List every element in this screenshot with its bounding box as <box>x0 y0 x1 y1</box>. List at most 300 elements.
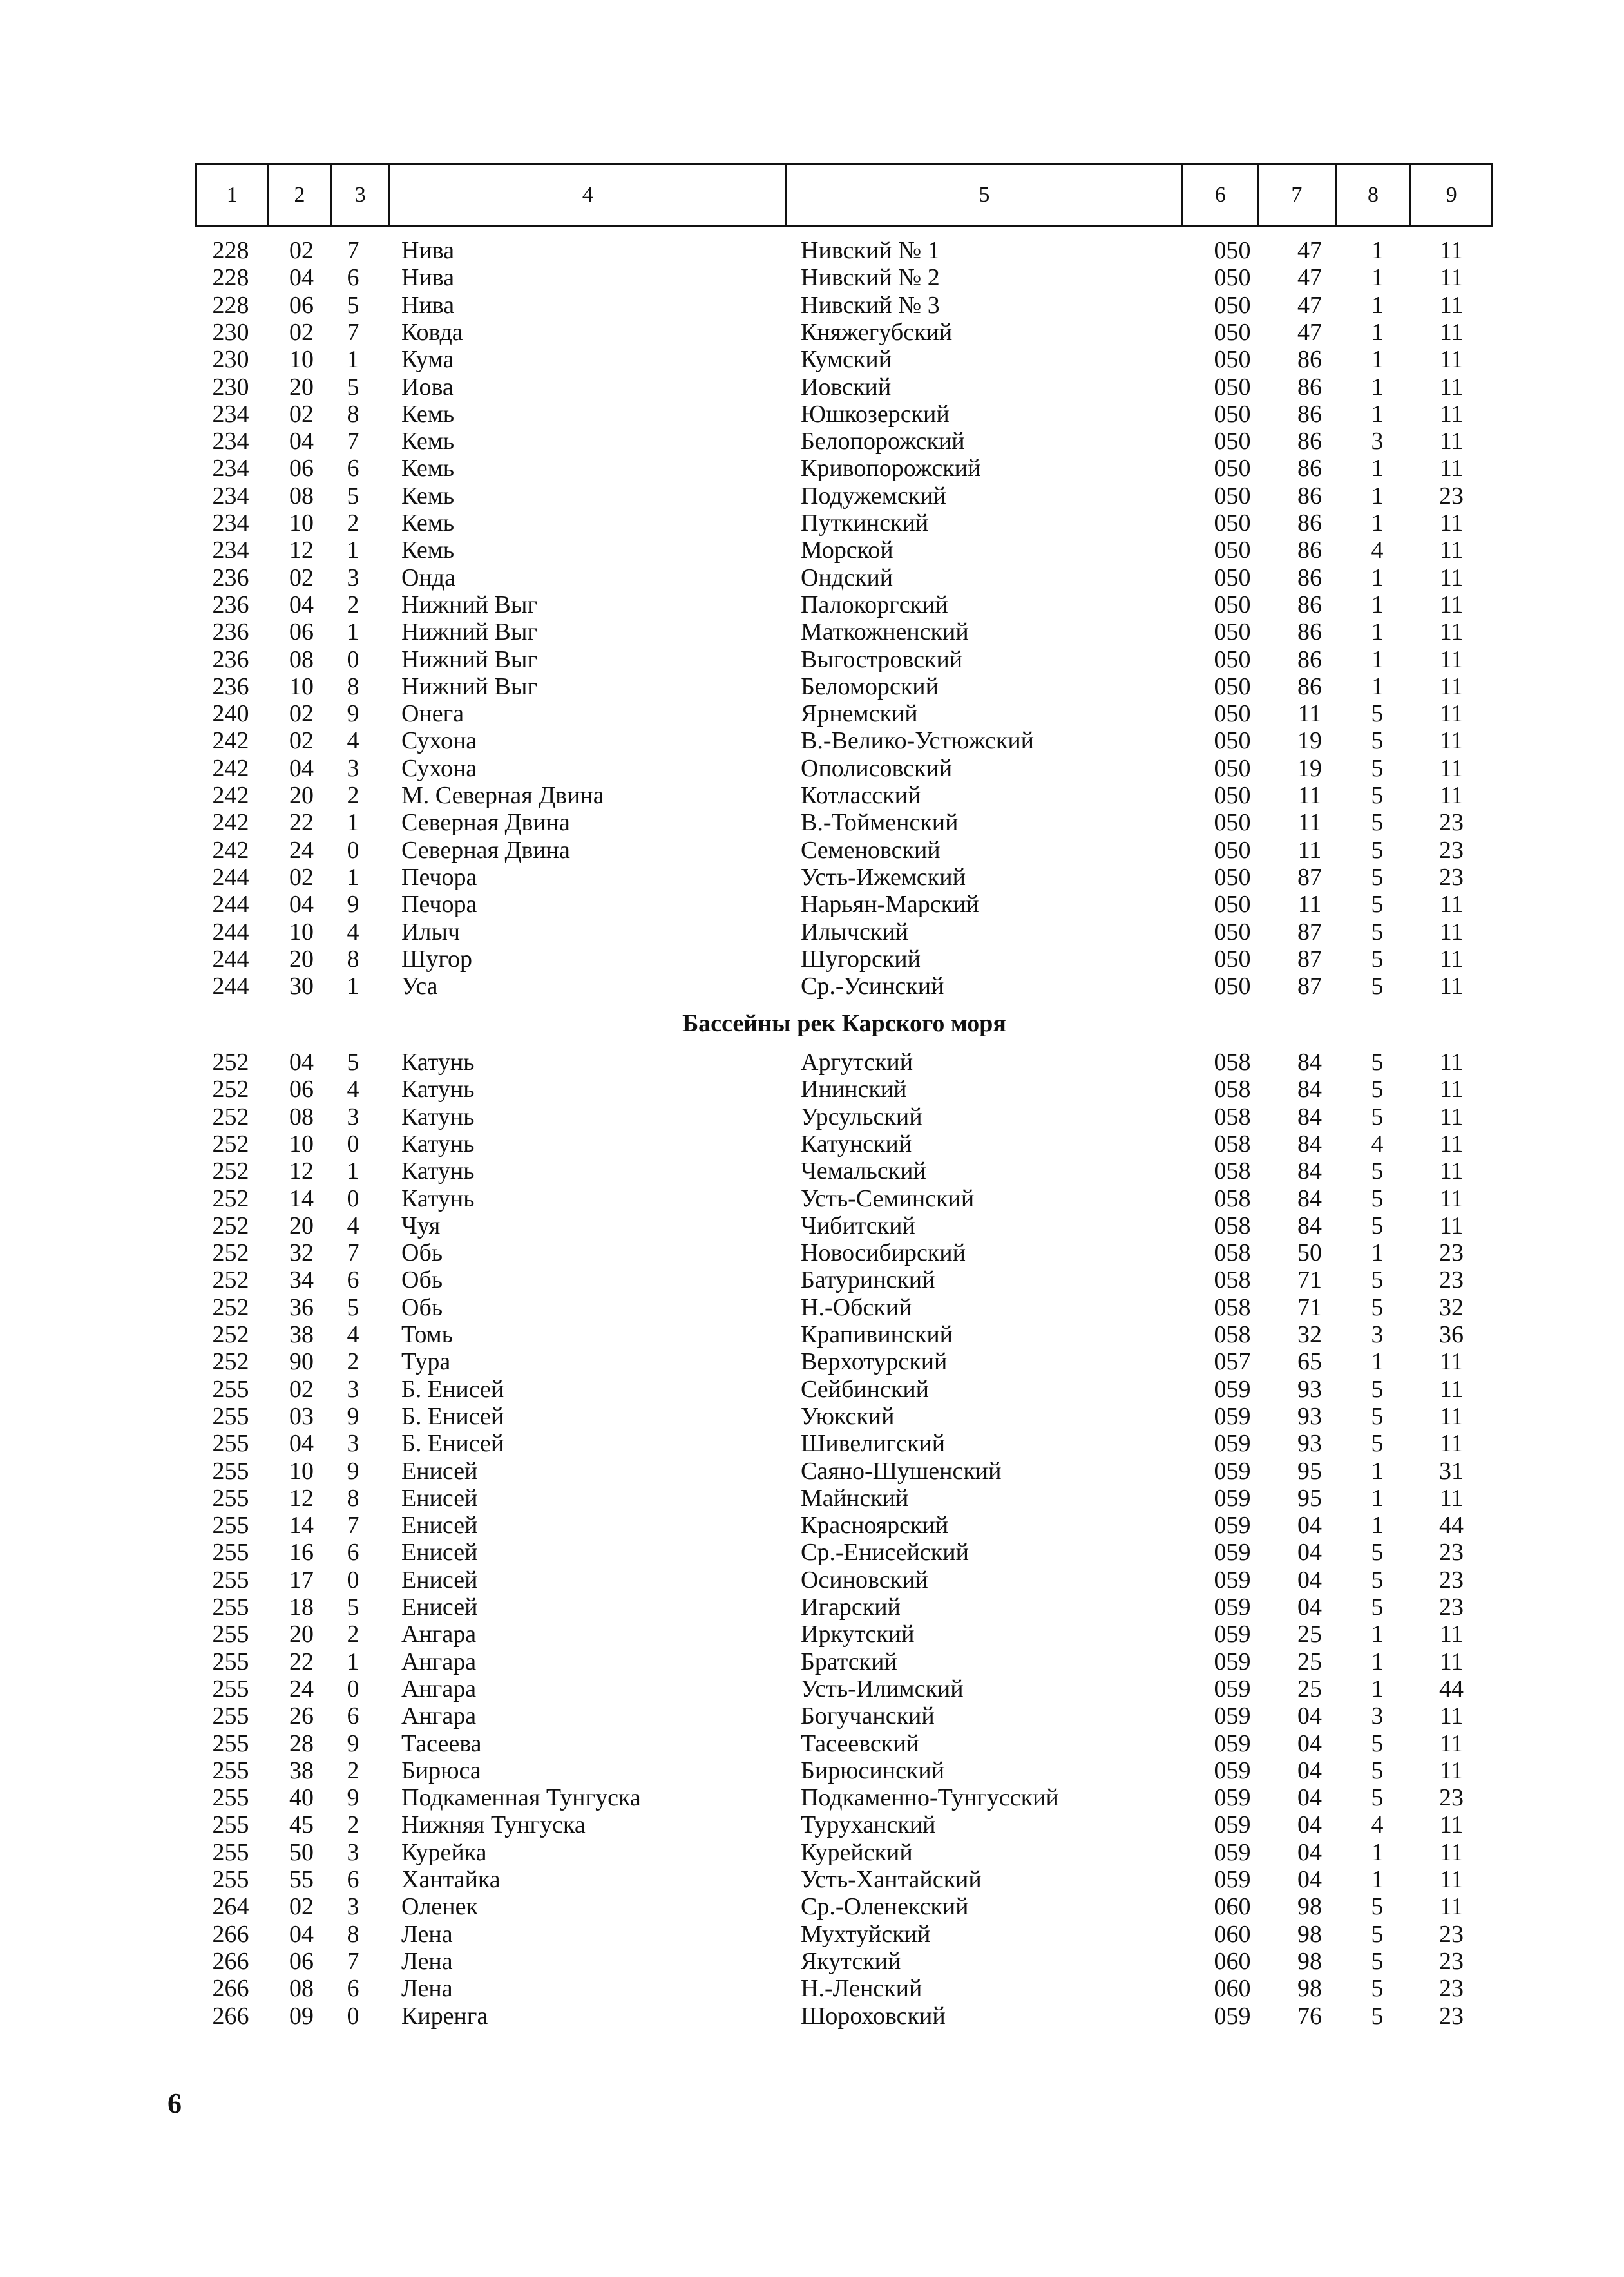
cell-col-5: Ср.-Оленекский <box>801 1893 969 1921</box>
cell-col-3: 9 <box>347 1457 359 1485</box>
cell-col-9: 11 <box>1439 1103 1464 1130</box>
cell-col-8: 1 <box>1371 1648 1384 1675</box>
cell-col-4: Томь <box>401 1321 454 1348</box>
cell-col-7: 84 <box>1297 1185 1322 1212</box>
cell-col-2: 06 <box>289 291 314 319</box>
cell-col-3: 8 <box>347 945 359 973</box>
cell-col-6: 050 <box>1214 727 1251 755</box>
cell-col-5: Усть-Семинский <box>801 1185 975 1212</box>
cell-col-5: В.-Тойменский <box>801 809 959 837</box>
cell-col-1: 252 <box>212 1103 249 1130</box>
cell-col-1: 255 <box>212 1784 249 1812</box>
cell-col-1: 244 <box>212 918 249 946</box>
cell-col-1: 242 <box>212 809 249 837</box>
cell-col-3: 0 <box>347 2002 359 2030</box>
table-row <box>195 1321 1493 1348</box>
table-row <box>195 1893 1493 1920</box>
cell-col-1: 266 <box>212 2002 249 2030</box>
cell-col-7: 04 <box>1297 1729 1322 1757</box>
cell-col-5: Туруханский <box>801 1811 936 1839</box>
table-row <box>195 346 1493 373</box>
cell-col-8: 5 <box>1371 1103 1384 1130</box>
cell-col-5: Белопорожский <box>801 428 965 455</box>
table-row <box>195 1294 1493 1321</box>
cell-col-8: 1 <box>1371 291 1384 319</box>
table-row <box>195 1103 1493 1130</box>
table-row <box>195 564 1493 591</box>
cell-col-5: Урсульский <box>801 1103 922 1130</box>
cell-col-2: 02 <box>289 863 314 891</box>
table-row <box>195 1266 1493 1293</box>
cell-col-6: 059 <box>1214 1675 1251 1702</box>
cell-col-5: Юшкозерский <box>801 400 950 428</box>
cell-col-4: Лена <box>401 1975 453 2003</box>
cell-col-3: 6 <box>347 455 359 482</box>
cell-col-4: Северная Двина <box>401 809 570 837</box>
cell-col-3: 6 <box>347 1866 359 1893</box>
cell-col-2: 12 <box>289 537 314 564</box>
cell-col-7: 11 <box>1297 700 1322 728</box>
table-row <box>195 1239 1493 1266</box>
cell-col-6: 058 <box>1214 1212 1251 1239</box>
cell-col-7: 98 <box>1297 1975 1322 2003</box>
cell-col-1: 234 <box>212 537 249 564</box>
cell-col-2: 17 <box>289 1566 314 1594</box>
cell-col-4: Тура <box>401 1348 451 1376</box>
cell-col-1: 255 <box>212 1811 249 1839</box>
cell-col-5: Тасеевский <box>801 1729 919 1757</box>
cell-col-7: 50 <box>1297 1239 1322 1267</box>
cell-col-2: 16 <box>289 1539 314 1567</box>
page-number: 6 <box>167 2088 182 2119</box>
cell-col-9: 44 <box>1439 1512 1464 1539</box>
cell-col-7: 86 <box>1297 510 1322 537</box>
cell-col-9: 23 <box>1439 1566 1464 1594</box>
cell-col-3: 2 <box>347 510 359 537</box>
cell-col-3: 3 <box>347 1893 359 1921</box>
cell-col-1: 230 <box>212 373 249 401</box>
cell-col-7: 86 <box>1297 591 1322 618</box>
cell-col-4: Ковда <box>401 318 463 346</box>
cell-col-6: 050 <box>1214 672 1251 700</box>
cell-col-5: Батуринский <box>801 1266 935 1294</box>
cell-col-3: 7 <box>347 1239 359 1267</box>
header-cell-6: 6 <box>1183 165 1259 225</box>
cell-col-1: 255 <box>212 1621 249 1648</box>
cell-col-3: 2 <box>347 1621 359 1648</box>
table-row <box>195 1348 1493 1375</box>
cell-col-1: 244 <box>212 891 249 919</box>
cell-col-6: 050 <box>1214 782 1251 809</box>
cell-col-6: 050 <box>1214 754 1251 782</box>
cell-col-1: 244 <box>212 945 249 973</box>
cell-col-7: 04 <box>1297 1866 1322 1893</box>
cell-col-9: 11 <box>1439 318 1464 346</box>
table-row <box>195 1621 1493 1648</box>
table-row <box>195 237 1493 264</box>
cell-col-8: 5 <box>1371 1293 1384 1321</box>
cell-col-5: Сейбинский <box>801 1375 930 1403</box>
cell-col-1: 255 <box>212 1402 249 1430</box>
table-row <box>195 1485 1493 1512</box>
cell-col-3: 1 <box>347 863 359 891</box>
cell-col-6: 050 <box>1214 510 1251 537</box>
cell-col-8: 3 <box>1371 428 1384 455</box>
cell-col-4: Обь <box>401 1239 443 1267</box>
cell-col-1: 255 <box>212 1866 249 1893</box>
table-row <box>195 292 1493 319</box>
table-row <box>195 700 1493 727</box>
cell-col-9: 23 <box>1439 2002 1464 2030</box>
header-cell-4: 4 <box>390 165 787 225</box>
cell-col-1: 244 <box>212 973 249 1000</box>
cell-col-5: Беломорский <box>801 672 939 700</box>
cell-col-1: 234 <box>212 400 249 428</box>
cell-col-6: 059 <box>1214 1811 1251 1839</box>
cell-col-6: 060 <box>1214 1920 1251 1948</box>
cell-col-1: 252 <box>212 1212 249 1239</box>
cell-col-7: 84 <box>1297 1049 1322 1076</box>
cell-col-4: Сухона <box>401 754 477 782</box>
cell-col-8: 5 <box>1371 1375 1384 1403</box>
cell-col-3: 3 <box>347 754 359 782</box>
cell-col-8: 1 <box>1371 1512 1384 1539</box>
cell-col-9: 11 <box>1439 1702 1464 1730</box>
cell-col-6: 058 <box>1214 1266 1251 1294</box>
cell-col-4: Печора <box>401 891 477 919</box>
cell-col-7: 86 <box>1297 428 1322 455</box>
cell-col-6: 059 <box>1214 1866 1251 1893</box>
cell-col-6: 058 <box>1214 1076 1251 1103</box>
cell-col-2: 10 <box>289 918 314 946</box>
cell-col-8: 5 <box>1371 1212 1384 1239</box>
cell-col-6: 059 <box>1214 1784 1251 1812</box>
cell-col-3: 9 <box>347 1729 359 1757</box>
cell-col-4: Онега <box>401 700 464 728</box>
cell-col-6: 059 <box>1214 1838 1251 1866</box>
cell-col-9: 23 <box>1439 1266 1464 1294</box>
cell-col-6: 050 <box>1214 863 1251 891</box>
table-row <box>195 374 1493 401</box>
cell-col-5: Майнский <box>801 1484 909 1512</box>
table-row <box>195 264 1493 291</box>
cell-col-3: 0 <box>347 1566 359 1594</box>
cell-col-4: Кемь <box>401 537 455 564</box>
cell-col-9: 11 <box>1439 1648 1464 1675</box>
cell-col-9: 11 <box>1439 346 1464 374</box>
table-row <box>195 1403 1493 1430</box>
cell-col-4: Ангара <box>401 1621 477 1648</box>
cell-col-9: 31 <box>1439 1457 1464 1485</box>
cell-col-6: 050 <box>1214 537 1251 564</box>
cell-col-9: 11 <box>1439 754 1464 782</box>
table-row <box>195 1594 1493 1621</box>
cell-col-3: 5 <box>347 373 359 401</box>
cell-col-5: Иовский <box>801 373 892 401</box>
cell-col-5: Ининский <box>801 1076 907 1103</box>
cell-col-7: 95 <box>1297 1457 1322 1485</box>
cell-col-7: 84 <box>1297 1212 1322 1239</box>
cell-col-3: 7 <box>347 1512 359 1539</box>
cell-col-7: 65 <box>1297 1348 1322 1376</box>
cell-col-7: 86 <box>1297 482 1322 510</box>
cell-col-3: 2 <box>347 1811 359 1839</box>
cell-col-5: Новосибирский <box>801 1239 966 1267</box>
cell-col-8: 1 <box>1371 1621 1384 1648</box>
cell-col-9: 11 <box>1439 945 1464 973</box>
cell-col-1: 236 <box>212 591 249 618</box>
cell-col-3: 2 <box>347 591 359 618</box>
cell-col-3: 1 <box>347 346 359 374</box>
cell-col-3: 6 <box>347 1266 359 1294</box>
cell-col-6: 060 <box>1214 1975 1251 2003</box>
cell-col-8: 5 <box>1371 1185 1384 1212</box>
cell-col-2: 14 <box>289 1512 314 1539</box>
cell-col-8: 5 <box>1371 863 1384 891</box>
cell-col-2: 08 <box>289 1975 314 2003</box>
cell-col-6: 059 <box>1214 1402 1251 1430</box>
cell-col-7: 04 <box>1297 1811 1322 1839</box>
cell-col-2: 24 <box>289 1675 314 1702</box>
cell-col-7: 25 <box>1297 1621 1322 1648</box>
cell-col-3: 6 <box>347 1975 359 2003</box>
table-row <box>195 864 1493 891</box>
cell-col-5: Чибитский <box>801 1212 915 1239</box>
cell-col-5: Верхотурский <box>801 1348 948 1376</box>
cell-col-6: 058 <box>1214 1185 1251 1212</box>
cell-col-7: 86 <box>1297 537 1322 564</box>
cell-col-7: 04 <box>1297 1757 1322 1784</box>
cell-col-8: 5 <box>1371 1430 1384 1458</box>
cell-col-3: 6 <box>347 1539 359 1567</box>
cell-col-8: 1 <box>1371 1348 1384 1376</box>
cell-col-3: 8 <box>347 1920 359 1948</box>
cell-col-4: Катунь <box>401 1158 475 1185</box>
cell-col-9: 11 <box>1439 918 1464 946</box>
cell-col-5: Ярнемский <box>801 700 918 728</box>
cell-col-6: 050 <box>1214 836 1251 864</box>
cell-col-7: 86 <box>1297 564 1322 591</box>
cell-col-1: 252 <box>212 1321 249 1348</box>
cell-col-3: 1 <box>347 1158 359 1185</box>
header-cell-8: 8 <box>1337 165 1412 225</box>
cell-col-6: 050 <box>1214 918 1251 946</box>
cell-col-7: 84 <box>1297 1103 1322 1130</box>
cell-col-2: 18 <box>289 1594 314 1621</box>
section-title: Бассейны рек Карского моря <box>682 1010 1006 1037</box>
table-row <box>195 727 1493 754</box>
cell-col-8: 1 <box>1371 1457 1384 1485</box>
cell-col-2: 08 <box>289 645 314 673</box>
cell-col-1: 255 <box>212 1757 249 1784</box>
cell-col-5: Саяно-Шушенский <box>801 1457 1002 1485</box>
header-cell-9: 9 <box>1446 183 1457 207</box>
cell-col-6: 050 <box>1214 455 1251 482</box>
cell-col-9: 11 <box>1439 700 1464 728</box>
cell-col-1: 255 <box>212 1675 249 1702</box>
table-row <box>195 1757 1493 1784</box>
cell-col-1: 255 <box>212 1729 249 1757</box>
cell-col-5: Ср.-Усинский <box>801 973 944 1000</box>
table-row <box>195 2003 1493 2030</box>
cell-col-1: 252 <box>212 1348 249 1376</box>
cell-col-8: 5 <box>1371 1594 1384 1621</box>
cell-col-5: Чемальский <box>801 1158 926 1185</box>
cell-col-6: 050 <box>1214 318 1251 346</box>
table-header <box>195 163 1493 227</box>
cell-col-4: Сухона <box>401 727 477 755</box>
cell-col-4: Енисей <box>401 1566 478 1594</box>
cell-col-8: 4 <box>1371 1130 1384 1158</box>
cell-col-3: 9 <box>347 1402 359 1430</box>
cell-col-1: 252 <box>212 1185 249 1212</box>
cell-col-7: 19 <box>1297 727 1322 755</box>
cell-col-5: Иркутский <box>801 1621 915 1648</box>
cell-col-3: 4 <box>347 1076 359 1103</box>
table-row <box>195 1212 1493 1239</box>
cell-col-2: 24 <box>289 836 314 864</box>
cell-col-3: 0 <box>347 645 359 673</box>
cell-col-2: 45 <box>289 1811 314 1839</box>
cell-col-3: 7 <box>347 237 359 264</box>
cell-col-1: 236 <box>212 645 249 673</box>
cell-col-1: 230 <box>212 346 249 374</box>
cell-col-6: 050 <box>1214 645 1251 673</box>
cell-col-7: 87 <box>1297 918 1322 946</box>
cell-col-5: Маткожненский <box>801 618 969 646</box>
table-row <box>195 782 1493 809</box>
cell-col-3: 0 <box>347 1675 359 1702</box>
cell-col-3: 5 <box>347 1049 359 1076</box>
cell-col-2: 26 <box>289 1702 314 1730</box>
cell-col-1: 244 <box>212 863 249 891</box>
table-row <box>195 1430 1493 1457</box>
header-cell-7: 7 <box>1259 165 1337 225</box>
cell-col-5: Игарский <box>801 1594 901 1621</box>
cell-col-5: Ополисовский <box>801 754 953 782</box>
cell-col-3: 1 <box>347 973 359 1000</box>
cell-col-7: 86 <box>1297 618 1322 646</box>
cell-col-9: 11 <box>1439 373 1464 401</box>
cell-col-3: 1 <box>347 809 359 837</box>
header-cell-5: 5 <box>787 165 1183 225</box>
cell-col-6: 050 <box>1214 482 1251 510</box>
cell-col-8: 5 <box>1371 918 1384 946</box>
cell-col-4: Кемь <box>401 482 455 510</box>
cell-col-8: 1 <box>1371 400 1384 428</box>
cell-col-1: 255 <box>212 1457 249 1485</box>
cell-col-3: 4 <box>347 918 359 946</box>
cell-col-8: 1 <box>1371 510 1384 537</box>
cell-col-6: 057 <box>1214 1348 1251 1376</box>
table-row <box>195 1567 1493 1594</box>
cell-col-9: 11 <box>1439 618 1464 646</box>
cell-col-8: 1 <box>1371 373 1384 401</box>
cell-col-5: Усть-Хантайский <box>801 1866 982 1893</box>
cell-col-1: 266 <box>212 1920 249 1948</box>
table-row <box>195 1948 1493 1975</box>
cell-col-1: 255 <box>212 1648 249 1675</box>
table-body-top <box>195 237 1493 1000</box>
table-row <box>195 1675 1493 1702</box>
cell-col-3: 3 <box>347 1103 359 1130</box>
table-row <box>195 1921 1493 1948</box>
cell-col-9: 11 <box>1439 1212 1464 1239</box>
table-row <box>195 1376 1493 1403</box>
cell-col-4: Иова <box>401 373 454 401</box>
cell-col-1: 255 <box>212 1838 249 1866</box>
cell-col-5: Усть-Илимский <box>801 1675 964 1702</box>
cell-col-3: 3 <box>347 1375 359 1403</box>
cell-col-5: Нивский № 2 <box>801 264 940 292</box>
cell-col-9: 23 <box>1439 1539 1464 1567</box>
cell-col-6: 059 <box>1214 1648 1251 1675</box>
cell-col-9: 11 <box>1439 1621 1464 1648</box>
cell-col-4: Енисей <box>401 1594 478 1621</box>
cell-col-9: 11 <box>1439 264 1464 292</box>
cell-col-8: 1 <box>1371 591 1384 618</box>
cell-col-6: 060 <box>1214 1947 1251 1975</box>
cell-col-5: Подужемский <box>801 482 946 510</box>
cell-col-1: 252 <box>212 1130 249 1158</box>
cell-col-4: Нижний Выг <box>401 672 538 700</box>
cell-col-7: 71 <box>1297 1293 1322 1321</box>
cell-col-2: 10 <box>289 672 314 700</box>
cell-col-3: 9 <box>347 1784 359 1812</box>
cell-col-7: 76 <box>1297 2002 1322 2030</box>
cell-col-8: 5 <box>1371 836 1384 864</box>
cell-col-9: 11 <box>1439 510 1464 537</box>
cell-col-4: Б. Енисей <box>401 1402 504 1430</box>
table-row <box>195 1049 1493 1076</box>
table-row <box>195 755 1493 782</box>
cell-col-9: 36 <box>1439 1321 1464 1348</box>
cell-col-8: 1 <box>1371 672 1384 700</box>
cell-col-1: 255 <box>212 1566 249 1594</box>
cell-col-3: 2 <box>347 1348 359 1376</box>
cell-col-3: 2 <box>347 1757 359 1784</box>
cell-col-7: 19 <box>1297 754 1322 782</box>
cell-col-6: 050 <box>1214 973 1251 1000</box>
cell-col-2: 02 <box>289 237 314 264</box>
cell-col-3: 0 <box>347 1130 359 1158</box>
cell-col-9: 11 <box>1439 428 1464 455</box>
table-row <box>195 837 1493 864</box>
cell-col-7: 95 <box>1297 1484 1322 1512</box>
cell-col-5: Илычский <box>801 918 909 946</box>
cell-col-6: 059 <box>1214 1375 1251 1403</box>
cell-col-9: 23 <box>1439 482 1464 510</box>
cell-col-2: 02 <box>289 318 314 346</box>
cell-col-2: 06 <box>289 1947 314 1975</box>
cell-col-1: 255 <box>212 1375 249 1403</box>
cell-col-8: 5 <box>1371 973 1384 1000</box>
cell-col-3: 5 <box>347 291 359 319</box>
cell-col-4: Катунь <box>401 1130 475 1158</box>
cell-col-8: 5 <box>1371 782 1384 809</box>
cell-col-5: Нивский № 1 <box>801 237 940 264</box>
cell-col-2: 04 <box>289 891 314 919</box>
cell-col-4: Ангара <box>401 1648 477 1675</box>
cell-col-7: 11 <box>1297 836 1322 864</box>
cell-col-4: Катунь <box>401 1185 475 1212</box>
cell-col-2: 28 <box>289 1729 314 1757</box>
cell-col-7: 04 <box>1297 1539 1322 1567</box>
cell-col-9: 11 <box>1439 645 1464 673</box>
cell-col-9: 11 <box>1439 973 1464 1000</box>
cell-col-4: Енисей <box>401 1539 478 1567</box>
cell-col-5: Кривопорожский <box>801 455 981 482</box>
